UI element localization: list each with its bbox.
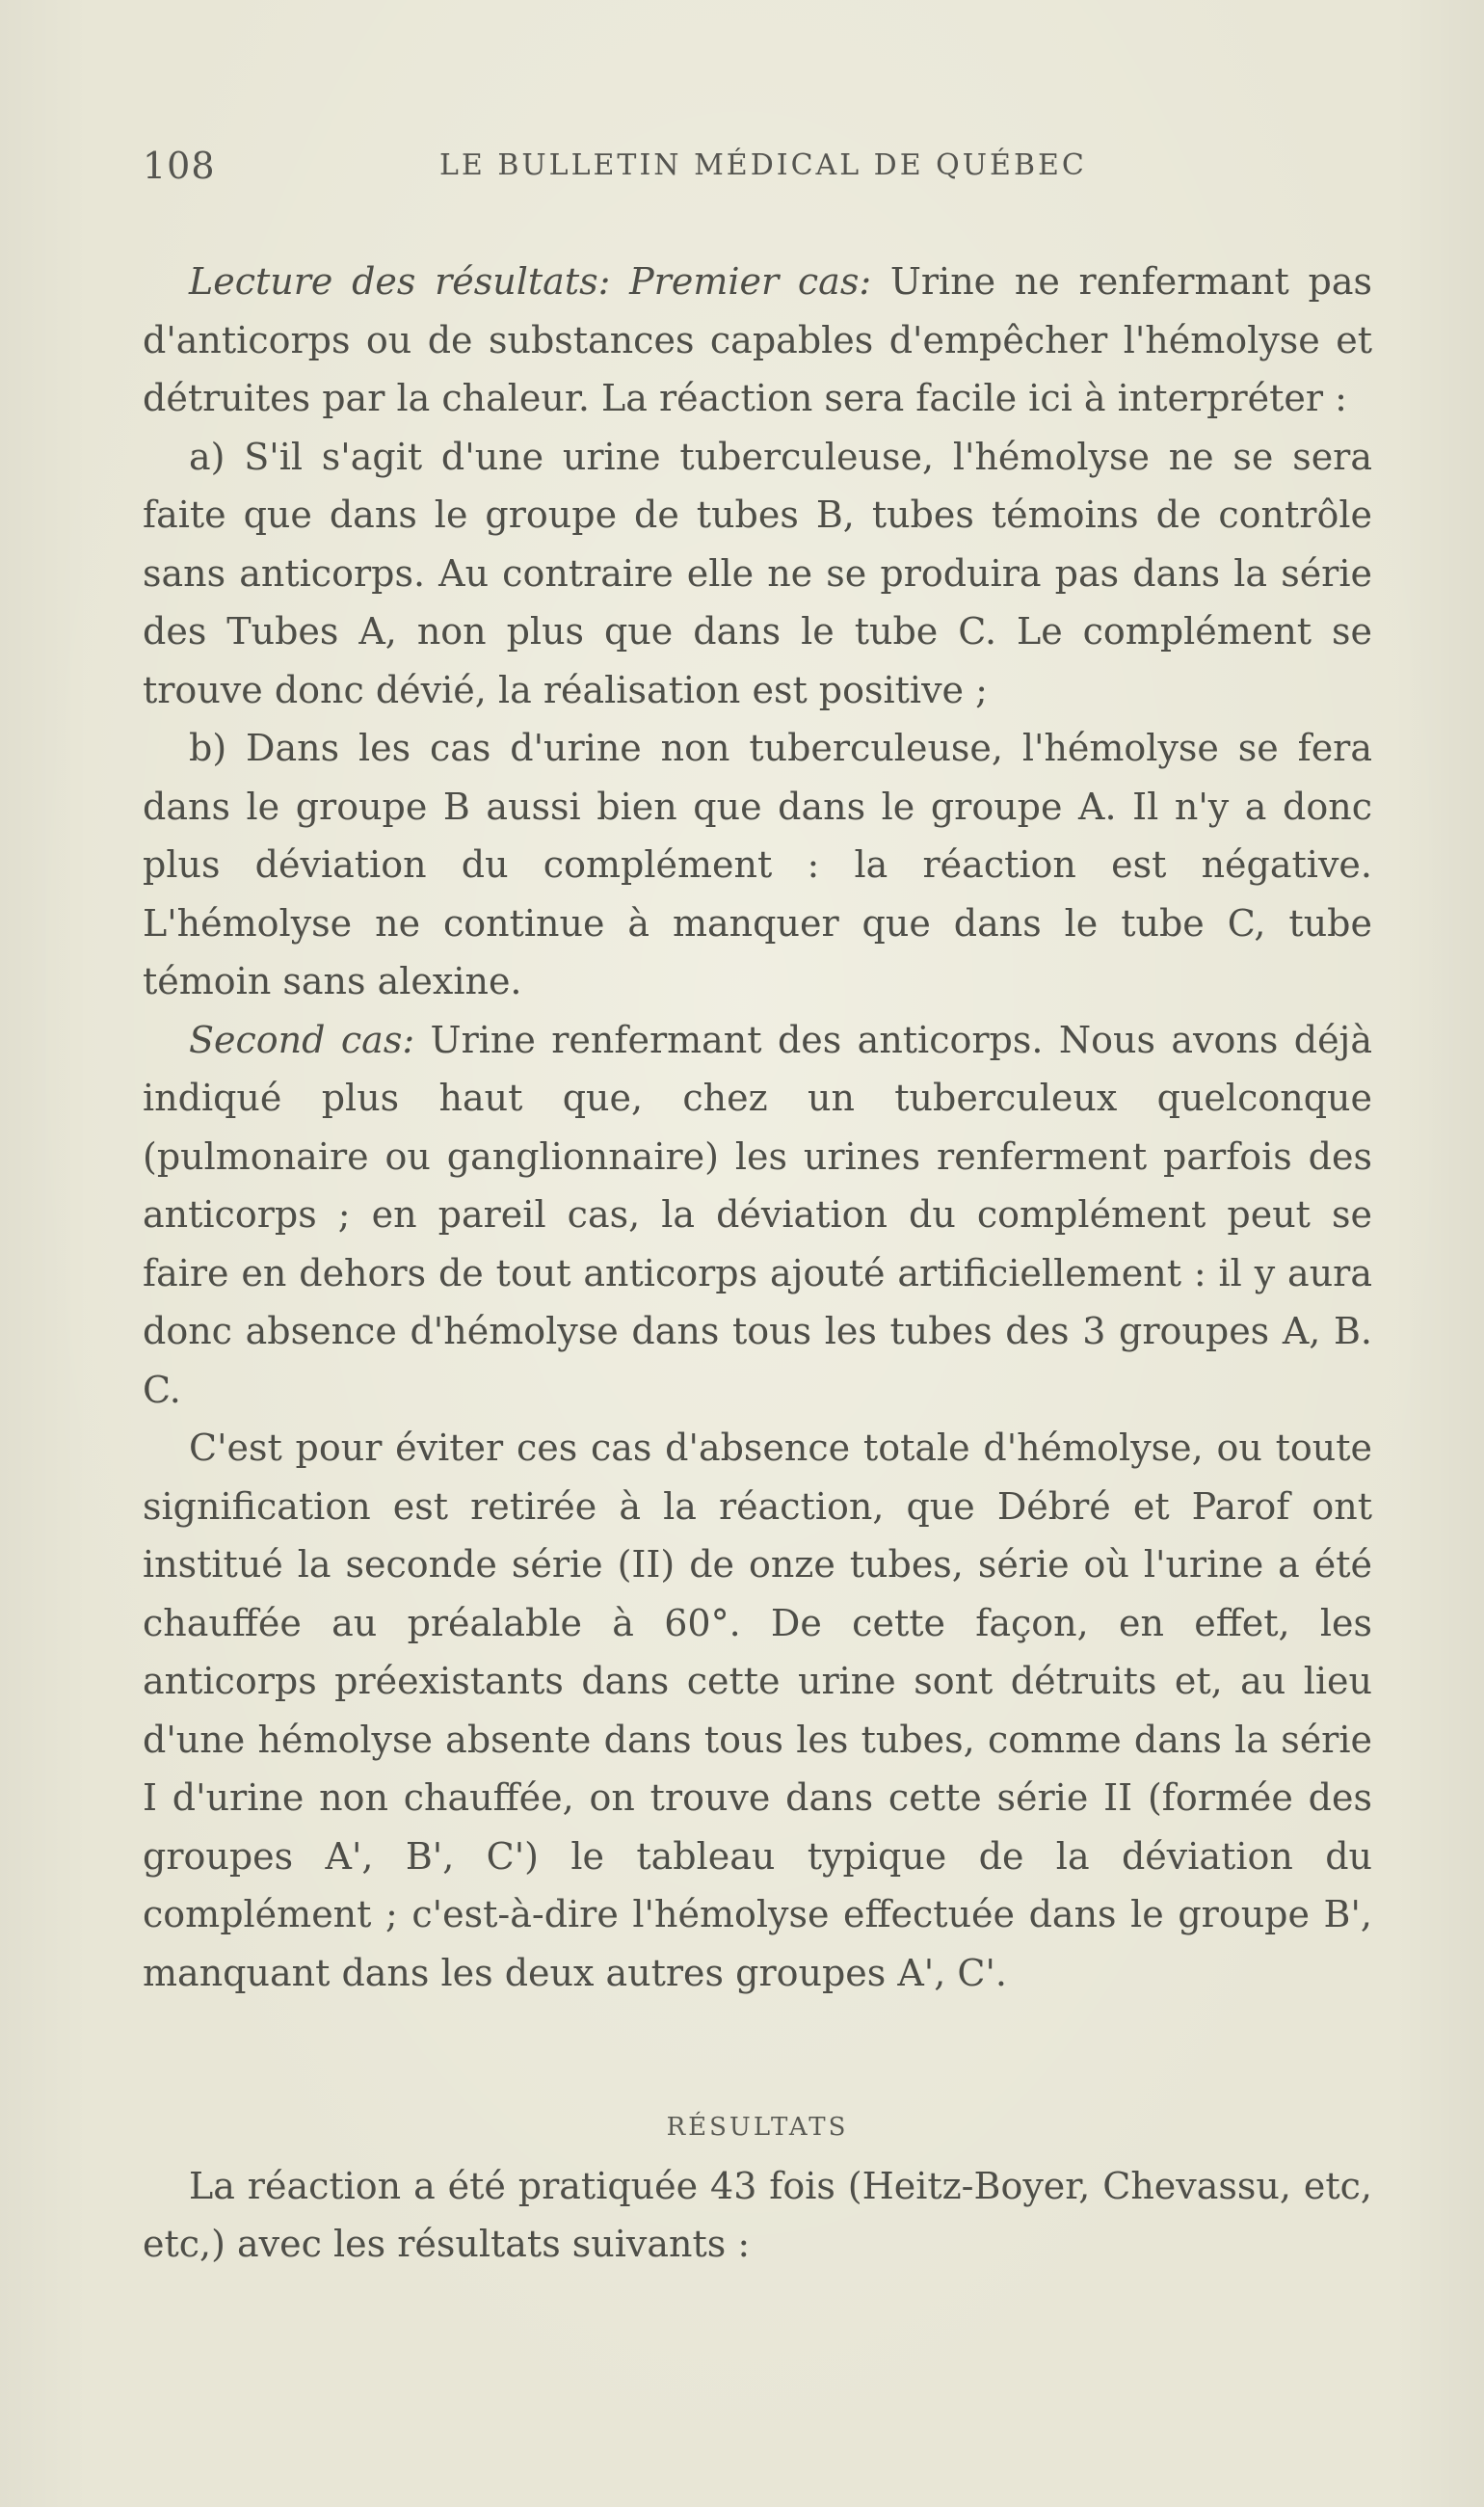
running-head [143,135,1372,193]
section-heading: RÉSULTATS [666,2113,849,2142]
paragraph-second-cas [143,1011,1372,1420]
paragraph-text: C'est pour éviter ces cas d'absence totale d'hémolyse, ou toute signification est retirée à la réaction, que Débré et Parof ont institué la seconde série (II) de onze tubes, série où l'urine a été chauffée au préalable à 60°. De cette façon, en effet, les anticorps préexistants dans cette urine sont détruits et, au lieu d'une hémolyse absente dans tous les tubes, comme dans la série I d'urine non chauffée, on trouve dans cette série II (formée des groupes A', B', C') le tableau typique de la déviation du complément ; c'est-à-dire l'hémolyse effectuée dans le groupe B', manquant dans les deux autres groupes A', C'. [143,1427,1372,1994]
document-page [143,135,1372,2274]
body-text [143,253,1372,2274]
paragraph-lead: Second cas: [189,1018,415,1061]
paragraph-text: La réaction a été pratiquée 43 fois (Heitz-Boyer, Chevassu, etc, etc,) avec les résultats suivants : [143,2164,1372,2265]
paragraph-text: Urine renfermant des anticorps. Nous avons déjà indiqué plus haut que, chez un tuberculeux quelconque (pulmonaire ou ganglionnaire) les urines renferment parfois des anticorps ; en pareil cas, la déviation du complément peut se faire en dehors de tout anticorps ajouté artificiellement : il y aura donc absence d'hémolyse dans tous les tubes des 3 groupes A, B. C. [143,1018,1372,1411]
running-title: LE BULLETIN MÉDICAL DE QUÉBEC [439,148,1087,182]
paragraph-case-b [143,719,1372,1011]
paragraph-case-a [143,428,1372,720]
paragraph-text: a) S'il s'agit d'une urine tuberculeuse, l'hémolyse ne se sera faite que dans le groupe de tubes B, tubes témoins de contrôle sans anticorps. Au contraire elle ne se produira pas dans la série des Tubes A, non plus que dans le tube C. Le complément se trouve donc dévié, la réalisation est positive ; [143,435,1372,711]
paragraph-text: b) Dans les cas d'urine non tuberculeuse, l'hémolyse se fera dans le groupe B aussi bien que dans le groupe A. Il n'y a donc plus déviation du complément : la réaction est négative. L'hémolyse ne continue à manquer que dans le tube C, tube témoin sans alexine. [143,727,1372,1002]
paragraph-premier-cas [143,253,1372,428]
page-number: 108 [143,145,216,187]
paragraph-lead: Lecture des résultats: Premier cas: [189,260,872,303]
paragraph-serie-ii [143,1419,1372,2002]
paragraph-resultats [143,2157,1372,2274]
paragraph-text: Urine ne renfermant pas d'anticorps ou de substances capables d'empêcher l'hémolyse et détruites par la chaleur. La réaction sera facile ici à interpréter : [143,260,1372,419]
